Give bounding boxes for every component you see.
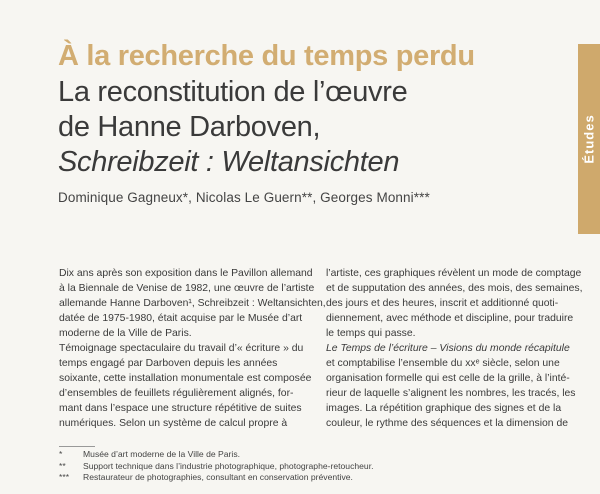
footnote xyxy=(59,449,374,461)
text-line: soixante, cette installation monumentale est composée xyxy=(59,373,312,384)
text-line: numériques. Selon un système de calcul propre à xyxy=(59,418,288,429)
footnote-mark: ** xyxy=(59,460,66,471)
text-line: à la Biennale de Venise de 1982, une œuvre de l’artiste xyxy=(59,283,315,294)
text-line: mant dans l’espace une structure répétitive de suites xyxy=(59,403,302,414)
text-line: des jours et des heures, inscrit et additionné quoti- xyxy=(326,298,559,309)
footnote-text: Restaurateur de photographies, consultant en conservation préventive. xyxy=(83,472,353,482)
body-column-right xyxy=(326,266,583,431)
section-tab xyxy=(578,44,600,234)
footnotes xyxy=(59,449,374,484)
text-line: Le Temps de l’écriture – Visions du monde récapitule xyxy=(326,343,570,354)
text-line: diennement, avec méthode et discipline, pour traduire xyxy=(326,313,574,324)
text-line: moderne de la Ville de Paris. xyxy=(59,328,192,339)
paragraph xyxy=(59,266,326,431)
text-line: couleur, le rythme des séquences et la dimension de xyxy=(326,418,569,429)
text-line: rieur de laquelle s’alignent les nombres, les tracés, les xyxy=(326,388,576,399)
article-subtitle-line-1: La reconstitution de l’œuvre xyxy=(58,76,408,108)
footnote-text: Musée d’art moderne de la Ville de Paris. xyxy=(83,449,240,459)
footnote-mark: * xyxy=(59,449,63,459)
text-line: et comptabilise l’ensemble du xxᵉ siècle, selon une xyxy=(326,358,560,369)
text-line: organisation formelle qui est celle de la grille, à l’inté- xyxy=(326,373,570,384)
text-line: le temps qui passe. xyxy=(326,328,416,339)
text-line: images. La répétition graphique des signes et de la xyxy=(326,403,562,414)
text-line: Témoignage spectaculaire du travail d’« écriture » du xyxy=(59,343,304,354)
paragraph xyxy=(326,266,583,431)
text-line: d’ensembles de feuillets régulièrement alignés, for- xyxy=(59,388,294,399)
text-line: temps engagé par Darboven depuis les années xyxy=(59,358,278,369)
article-subtitle-line-3: Schreibzeit : Weltansichten xyxy=(58,146,400,178)
article-authors: Dominique Gagneux*, Nicolas Le Guern**, Georges Monni*** xyxy=(58,190,430,205)
text-line: l’artiste, ces graphiques révèlent un mode de comptage xyxy=(326,268,582,279)
footnote xyxy=(59,472,374,484)
article-title: À la recherche du temps perdu xyxy=(58,40,475,72)
text-line: Dix ans après son exposition dans le Pavillon allemand xyxy=(59,268,313,279)
footnote xyxy=(59,461,374,473)
text-line: datée de 1975-1980, était acquise par le Musée d’art xyxy=(59,313,303,324)
footnote-mark: *** xyxy=(59,472,70,482)
footnote-text: Support technique dans l’industrie photographique, photographe-retoucheur. xyxy=(83,460,374,471)
section-tab-label: Études xyxy=(581,114,597,164)
text-line: allemande Hanne Darboven¹, Schreibzeit : Weltansichten, xyxy=(59,298,326,309)
footnote-divider xyxy=(59,446,95,447)
text-line: et de supputation des années, des mois, des semaines, xyxy=(326,283,583,294)
article-subtitle-line-2: de Hanne Darboven, xyxy=(58,111,321,143)
body-column-left xyxy=(59,266,326,431)
